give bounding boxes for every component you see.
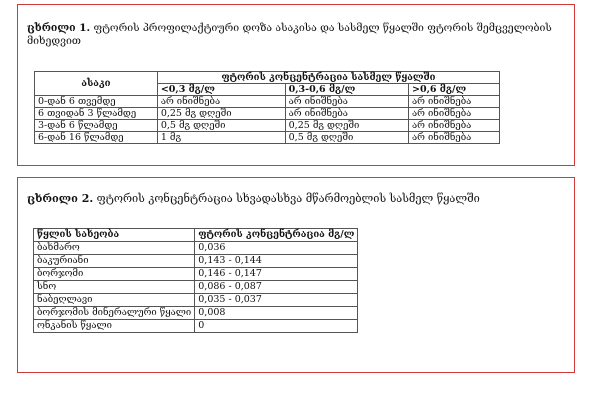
header-fluoride-concentration: ფტორის კონცენტრაცია მგ/ლ	[195, 229, 358, 242]
table-cell: არ ინიშნება	[409, 96, 500, 108]
subheader-low: <0,3 მგ/ლ	[157, 84, 285, 96]
table-cell: ბორჯომის მინერალური წყალი	[34, 307, 195, 320]
table1-caption-text: ფტორის პროფილაქტიური დოზა ასაკისა და სასმელ წყალში ფტორის შემცველობის მიხედვით	[27, 22, 552, 47]
table-cell: არ ინიშნება	[409, 132, 500, 144]
table-cell: ბორჯომი	[34, 268, 195, 281]
water-fluoride-table	[33, 228, 358, 333]
header-water-type: წყლის სახეობა	[34, 229, 195, 242]
table-row	[35, 132, 500, 144]
subheader-high: >0,6 მგ/ლ	[409, 84, 500, 96]
table-cell: 0,25 მგ დღეში	[285, 120, 408, 132]
table-cell: 0-დან 6 თვემდე	[35, 96, 158, 108]
table-cell: 0,036	[195, 242, 358, 255]
table-cell: 0	[195, 320, 358, 333]
header-age: ასაკი	[35, 72, 158, 96]
header-concentration-group: ფტორის კონცენტრაცია სასმელ წყალში	[157, 72, 499, 84]
table-row	[34, 242, 358, 255]
table-cell: 0,5 მგ დღეში	[157, 120, 285, 132]
table-cell: 0,086 - 0,087	[195, 281, 358, 294]
table-header-row	[35, 72, 500, 84]
table-cell: 0,143 - 0,144	[195, 255, 358, 268]
table-row	[34, 320, 358, 333]
table-cell: არ ინიშნება	[285, 108, 408, 120]
fluoride-dose-table	[34, 71, 500, 144]
table-cell: არ ინიშნება	[285, 96, 408, 108]
table2-caption	[27, 192, 564, 205]
table-row	[35, 96, 500, 108]
table-cell: ბაკურიანი	[34, 255, 195, 268]
table-row	[34, 268, 358, 281]
table-cell: არ ინიშნება	[157, 96, 285, 108]
table-row	[34, 307, 358, 320]
table-row	[35, 108, 500, 120]
table2-caption-text: ფტორის კონცენტრაცია სხვადასხვა მწარმოებლის სასმელ წყალში	[93, 192, 480, 205]
table-cell: ნაბეღლავი	[34, 294, 195, 307]
table-row	[34, 294, 358, 307]
table-cell: 0,008	[195, 307, 358, 320]
table2-caption-number: ცხრილი 2.	[27, 192, 94, 205]
table2-panel	[17, 177, 575, 373]
table1-caption	[27, 22, 564, 48]
table-header-row	[34, 229, 358, 242]
subheader-mid: 0,3-0,6 მგ/ლ	[285, 84, 408, 96]
table-cell: 0,25 მგ დღეში	[157, 108, 285, 120]
table-cell: 6 თვიდან 3 წლამდე	[35, 108, 158, 120]
table-cell: 0,035 - 0,037	[195, 294, 358, 307]
table-cell: სნო	[34, 281, 195, 294]
table1-panel	[17, 4, 575, 166]
table-row	[35, 120, 500, 132]
table-cell: 1 მგ	[157, 132, 285, 144]
table-cell: არ ინიშნება	[409, 108, 500, 120]
table-cell: 0,5 მგ დღეში	[285, 132, 408, 144]
table-row	[34, 281, 358, 294]
table-cell: არ ინიშნება	[409, 120, 500, 132]
table-cell: ბახმარო	[34, 242, 195, 255]
table1-caption-number: ცხრილი 1.	[27, 22, 91, 34]
table-row	[34, 255, 358, 268]
table-cell: ონკანის წყალი	[34, 320, 195, 333]
table-cell: 6-დან 16 წლამდე	[35, 132, 158, 144]
table-cell: 3-დან 6 წლამდე	[35, 120, 158, 132]
table-cell: 0,146 - 0,147	[195, 268, 358, 281]
